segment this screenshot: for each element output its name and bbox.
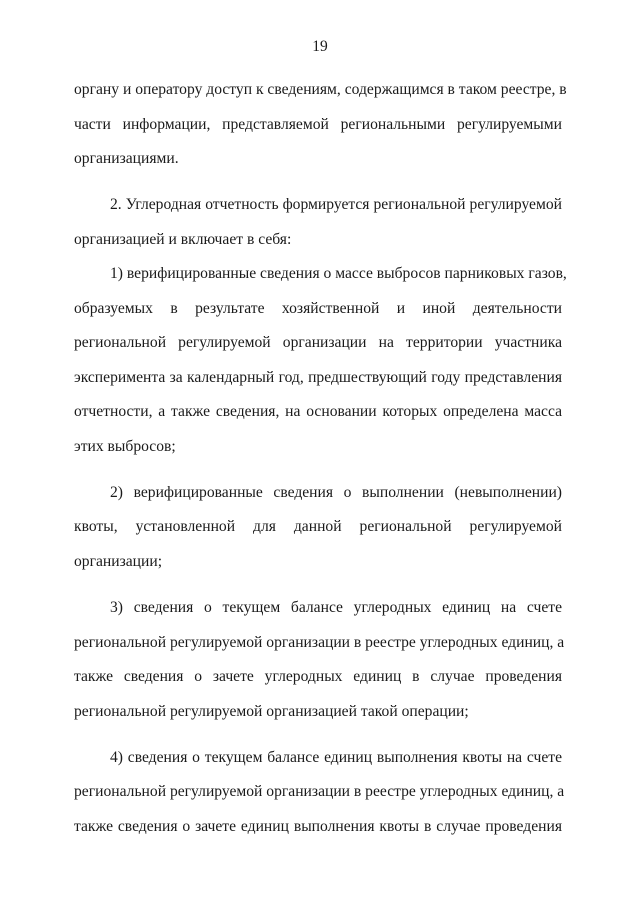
text-line: отчетности, а также сведения, на основании которых определена масса — [74, 403, 562, 420]
text-line: органу и оператору доступ к сведениям, содержащимся в таком реестре, в — [74, 81, 567, 98]
text-line: эксперимента за календарный год, предшествующий году представления — [74, 369, 562, 386]
text-line: образуемых в результате хозяйственной и иной деятельности — [74, 300, 562, 317]
page-number: 19 — [312, 38, 328, 55]
text-line: региональной регулируемой организации на территории участника — [74, 334, 562, 351]
text-line: 4) сведения о текущем балансе единиц выполнения квоты на счете — [110, 749, 562, 766]
text-line: организацией и включает в себя: — [74, 231, 292, 248]
text-line: 1) верифицированные сведения о массе выбросов парниковых газов, — [110, 265, 567, 282]
text-line: региональной регулируемой организации в реестре углеродных единиц, а — [74, 783, 565, 800]
text-line: части информации, представляемой региональными регулируемыми — [74, 116, 562, 133]
text-line: квоты, установленной для данной региональной регулируемой — [74, 518, 562, 535]
text-line: региональной регулируемой организации в реестре углеродных единиц, а — [74, 634, 565, 651]
text-line: также сведения о зачете единиц выполнения квоты в случае проведения — [74, 818, 562, 835]
text-line: региональной регулируемой организацией такой операции; — [74, 703, 469, 720]
text-line: также сведения о зачете углеродных единиц в случае проведения — [74, 668, 562, 685]
text-line: организации; — [74, 553, 163, 570]
text-line: организациями. — [74, 150, 179, 167]
text-line: этих выбросов; — [74, 438, 176, 455]
text-line: 3) сведения о текущем балансе углеродных единиц на счете — [110, 599, 562, 616]
text-line: 2. Углеродная отчетность формируется региональной регулируемой — [110, 196, 562, 213]
text-line: 2) верифицированные сведения о выполнении (невыполнении) — [110, 484, 562, 501]
